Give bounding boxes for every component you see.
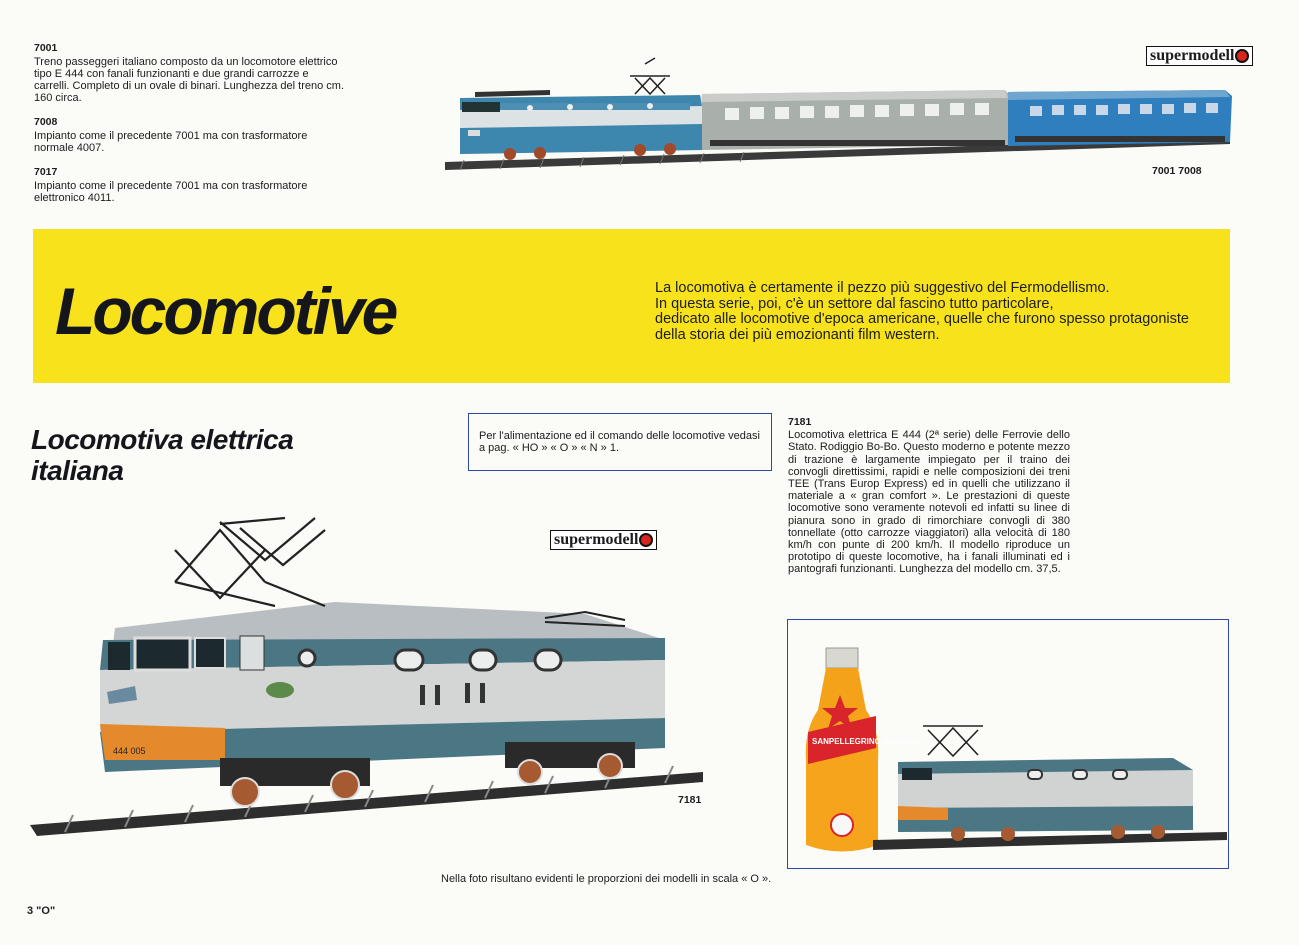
section-title-line: Locomotiva elettrica: [31, 424, 294, 455]
turtle-icon: [266, 682, 294, 698]
item-7001: [34, 42, 344, 104]
item-code: 7181: [788, 416, 812, 428]
pantograph-icon: [175, 518, 325, 606]
brand-text: supermodell: [1150, 47, 1235, 64]
banner-line: La locomotiva è certamente il pezzo più suggestivo del Fermodellismo.: [655, 280, 1110, 296]
locomotive-icon: [100, 518, 665, 806]
item-7017: [34, 166, 344, 204]
section-title: [31, 424, 361, 486]
coach-grey-icon: [702, 90, 1010, 150]
item-description: Locomotiva elettrica E 444 (2ª serie) delle Ferrovie dello Stato. Rodiggio Bo-Bo. Questo moderno e potente mezzo di trazione è largamente impiegato per il traino dei convogli direttissimi, rapidi e nelle composizioni dei treni TEE (Trans Europ Express) ed in quelli che utilizzano il materiale a « gran comfort ». Le prestazioni di queste locomotive sono veramente notevoli ed infatti su linee di pianura sono in grado di rimorchiare convogli di 380 tonnellate (otto carrozze viaggiatori) alla velocità di 180 km/h con punte di 200 km/h. Il modello riproduce un prototipo di queste locomotive, ha i fanali illuminati ed i pantografi funzionanti. Lunghezza del modello cm. 37,5.: [788, 429, 1070, 576]
bottle-label: SANPELLEGRINO Aranciata: [812, 737, 920, 746]
train-photo-label: 7001 7008: [1152, 165, 1202, 177]
item-7008: [34, 116, 344, 154]
photo-caption: Nella foto risultano evidenti le proporzioni dei modelli in scala « O ».: [441, 873, 772, 885]
banner-title: Locomotive: [55, 274, 396, 348]
item-code: 7008: [34, 116, 58, 128]
item-7181: [788, 416, 1070, 576]
size-comparison-photo-frame: [787, 619, 1229, 869]
small-locomotive-icon: [898, 726, 1193, 841]
info-text: Per l'alimentazione ed il comando delle locomotive vedasi a pag. « HO » « O » « N » 1.: [479, 430, 760, 454]
brand-text: supermodell: [554, 531, 639, 548]
coach-blue-icon: [1008, 90, 1232, 146]
item-description: Treno passeggeri italiano composto da un locomotore elettrico tipo E 444 con fanali funzionanti e due grandi carrozze e carrelli. Completo di un ovale di binari. Lunghezza del treno cm. 160 circa.: [34, 56, 344, 104]
locomotive-icon: [460, 58, 705, 160]
item-description: Impianto come il precedente 7001 ma con trasformatore elettronico 4011.: [34, 180, 308, 204]
loco-photo-label: 7181: [678, 794, 702, 806]
brand-o-icon: [1235, 49, 1249, 63]
page-number: 3 "O": [27, 905, 56, 917]
banner-line: In questa serie, poi, c'è un settore dal fascino tutto particolare,: [655, 295, 1054, 312]
item-code: 7017: [34, 166, 58, 178]
loco-number: 444 005: [113, 746, 146, 756]
section-title-line: italiana: [31, 455, 124, 486]
locomotive-banner: [33, 229, 1230, 383]
size-comparison-photo: [788, 620, 1227, 867]
train-set-photo: [440, 50, 1235, 175]
banner-line: della storia dei più emozionanti film western.: [655, 326, 940, 343]
power-info-box: [468, 413, 772, 471]
locomotive-7181-photo: [25, 510, 710, 840]
banner-line: dedicato alle locomotive d'epoca americane, quelle che furono spesso protagoniste: [655, 311, 1189, 327]
item-description: Impianto come il precedente 7001 ma con trasformatore normale 4007.: [34, 130, 308, 154]
item-code: 7001: [34, 42, 58, 54]
banner-text: [655, 281, 1215, 343]
track-icon: [873, 832, 1227, 850]
